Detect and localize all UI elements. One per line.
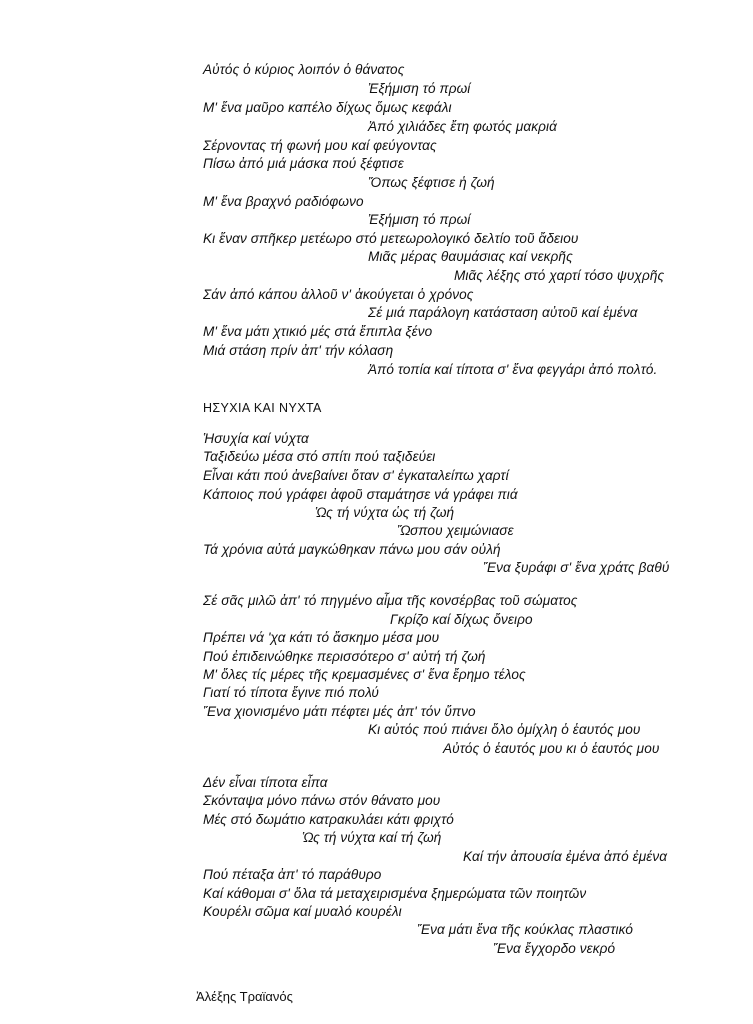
poem-line: Μιᾶς λέξης στό χαρτί τόσο ψυχρῆς (454, 268, 665, 283)
poem-line: Σέ μιά παράλογη κατάσταση αὐτοῦ καί ἐμένα (368, 305, 638, 320)
poem-line: Καί κάθομαι σ' ὅλα τά μεταχειρισμένα ξημερώματα τῶν ποιητῶν (203, 886, 587, 901)
poem-line: Ἡσυχία καί νύχτα (203, 431, 309, 446)
poem-line: Ἕνα ἔγχορδο νεκρό (493, 941, 616, 956)
poem-line: Πού ἐπιδεινώθηκε περισσότερο σ' αὐτή τή ζωή (203, 649, 486, 664)
poem-line: Κάποιος πού γράφει ἀφοῦ σταμάτησε νά γράφει πιά (203, 487, 518, 502)
poem-line: Κουρέλι σῶμα καί μυαλό κουρέλι (203, 904, 402, 919)
poem-line: Ἀπό τοπία καί τίποτα σ' ἕνα φεγγάρι ἀπό πολτό. (368, 362, 658, 377)
poem-line: Ἐξήμιση τό πρωί (368, 81, 471, 96)
poem-line: Εἶναι κάτι πού ἀνεβαίνει ὅταν σ' ἐγκαταλείπω χαρτί (203, 468, 509, 483)
poem-line: Σέρνοντας τή φωνή μου καί φεύγοντας (203, 138, 437, 153)
poem-line: Κι ἕναν σπῆκερ μετέωρο στό μετεωρολογικό δελτίο τοῦ ἄδειου (203, 231, 579, 246)
poem-line: Ἀπό χιλιάδες ἔτη φωτός μακριά (368, 119, 557, 134)
poem-line: Μ' ἕνα μάτι χτικιό μές στά ἔπιπλα ξένο (203, 324, 433, 339)
poem-line: Σάν ἀπό κάπου ἀλλοῦ ν' ἀκούγεται ὁ χρόνος (203, 287, 474, 302)
poem-line: Πού πέταξα ἀπ' τό παράθυρο (203, 867, 382, 882)
poem-line: Γιατί τό τίποτα ἔγινε πιό πολύ (203, 685, 380, 700)
poem-line: Μ' ἕνα μαῦρο καπέλο δίχως ὅμως κεφάλι (203, 100, 452, 115)
poem-line: Τά χρόνια αὐτά μαγκώθηκαν πάνω μου σάν οὐλή (203, 542, 501, 557)
poem-line: Ἕνα χιονισμένο μάτι πέφτει μές ἀπ' τόν ὕπνο (203, 704, 476, 719)
poem-line: Μές στό δωμάτιο κατρακυλάει κάτι φριχτό (203, 812, 454, 827)
poem-line: Καί τήν ἀπουσία ἐμένα ἀπό ἐμένα (463, 849, 668, 864)
poem-line: Δέν εἶναι τίποτα εἶπα (203, 775, 328, 790)
poem-line: Πίσω ἀπό μιά μάσκα πού ξέφτισε (203, 156, 404, 171)
poem-line: Αὐτός ὁ ἑαυτός μου κι ὁ ἑαυτός μου (443, 741, 660, 756)
poem-line: Κι αὐτός πού πιάνει ὅλο ὁμίχλη ὁ ἑαυτός μου (368, 722, 641, 737)
poem-line: Ἕνα ξυράφι σ' ἕνα χράτς βαθύ (483, 560, 670, 575)
poem-line: Πρέπει νά 'χα κάτι τό ἄσκημο μέσα μου (203, 630, 440, 645)
author-name: Ἀλέξης Τραϊανός (196, 989, 293, 1004)
poem-line: Μιᾶς μέρας θαυμάσιας καί νεκρῆς (368, 249, 573, 264)
poem-line: Αὐτός ὁ κύριος λοιπόν ὁ θάνατος (203, 62, 405, 77)
poem-line: Ὥσπου χειμώνιασε (397, 523, 514, 538)
poem-line: Ἐξήμιση τό πρωί (368, 212, 471, 227)
poem-line: Ἕνα μάτι ἕνα τῆς κούκλας πλαστικό (417, 922, 634, 937)
poem-line: Ὡς τή νύχτα ὡς τή ζωή (315, 505, 455, 520)
poem-line: Σκόνταψα μόνο πάνω στόν θάνατο μου (203, 793, 441, 808)
poem-title: ΗΣΥΧΙΑ ΚΑΙ ΝΥΧΤΑ (203, 401, 322, 415)
poem-line: Ὅπως ξέφτισε ἡ ζωή (368, 175, 495, 190)
poem-line: Σέ σᾶς μιλῶ ἀπ' τό πηγμένο αἷμα τῆς κονσέρβας τοῦ σώματος (203, 593, 578, 608)
poem-line: Μ' ὅλες τίς μέρες τῆς κρεμασμένες σ' ἕνα ἔρημο τέλος (203, 667, 526, 682)
poem-line: Γκρίζο καί δίχως ὄνειρο (390, 612, 533, 627)
poem-line: Μ' ἕνα βραχνό ραδιόφωνο (203, 194, 364, 209)
poem-line: Ὡς τή νύχτα καί τή ζωή (302, 830, 442, 845)
poem-line: Ταξιδεύω μέσα στό σπίτι πού ταξιδεύει (203, 449, 436, 464)
poem-line: Μιά στάση πρίν ἀπ' τήν κόλαση (203, 343, 394, 358)
